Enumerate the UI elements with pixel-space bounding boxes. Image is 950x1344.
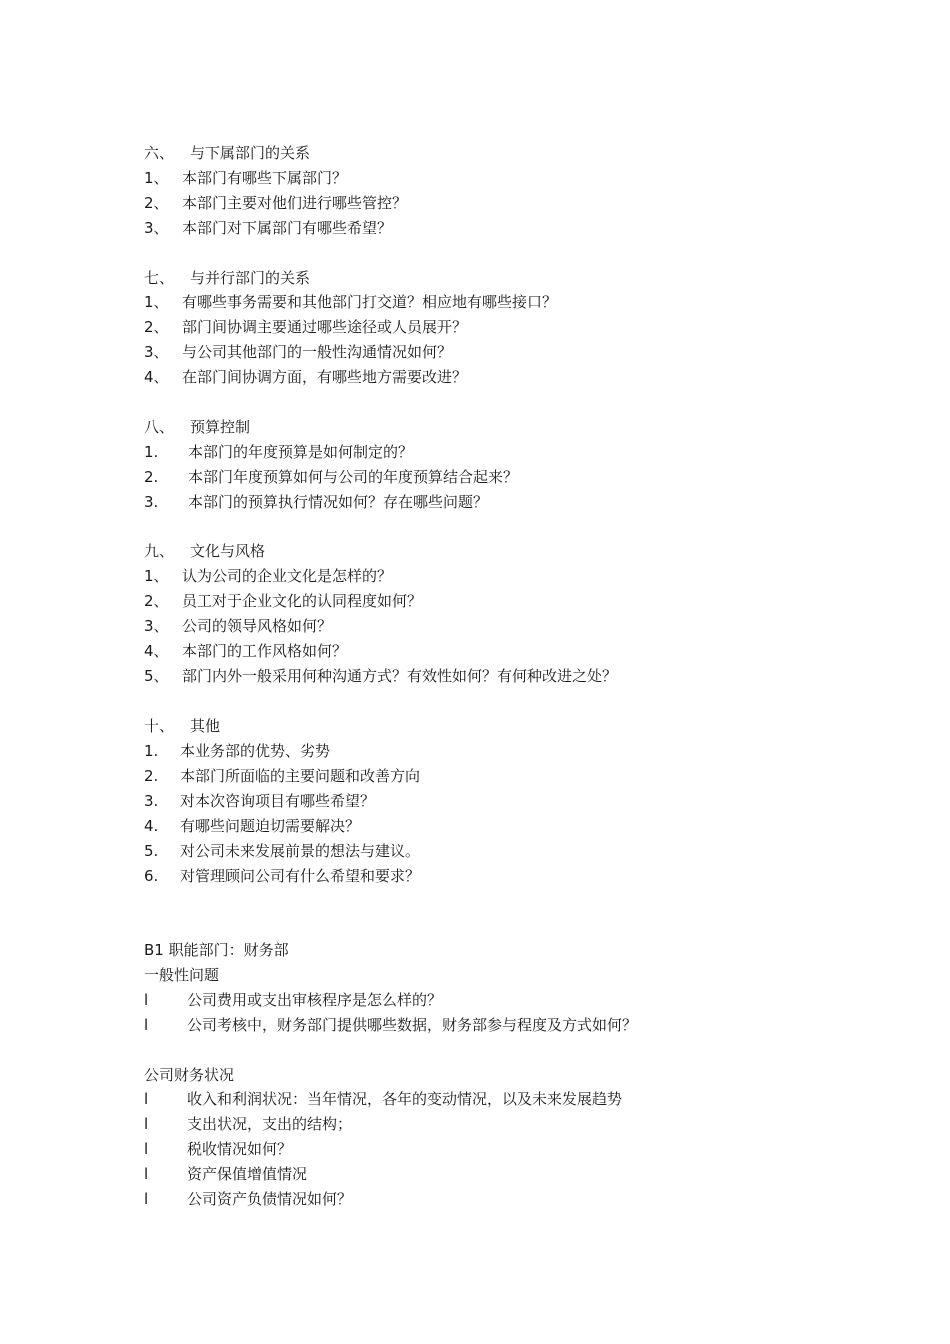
- item-text: 本部门的预算执行情况如何？存在哪些问题？: [188, 493, 489, 511]
- bullet-text: 资产保值增值情况: [187, 1165, 308, 1183]
- item-text: 公司的领导风格如何？: [182, 617, 333, 635]
- item-text: 本部门的工作风格如何？: [182, 642, 348, 660]
- item-number: 4.: [144, 817, 159, 835]
- bullet-marker: l: [144, 1165, 149, 1183]
- item-text: 本部门主要对他们进行哪些管控？: [182, 194, 408, 212]
- item-text: 本部门年度预算如何与公司的年度预算结合起来？: [188, 468, 519, 486]
- item-text: 部门内外一般采用何种沟通方式？有效性如何？有何种改进之处？: [182, 667, 618, 685]
- general-questions-title: [144, 963, 219, 987]
- item-number: 2、: [144, 592, 169, 610]
- section-title: 预算控制: [190, 418, 251, 436]
- item-text: 对公司未来发展前景的想法与建议。: [180, 842, 421, 860]
- item-number: 1、: [144, 293, 169, 311]
- item-number: 3.: [144, 493, 159, 511]
- item-number: 6.: [144, 867, 159, 885]
- item-number: 5.: [144, 842, 159, 860]
- item-text: 本部门有哪些下属部门？: [182, 169, 348, 187]
- bullet-text: 公司资产负债情况如何？: [187, 1190, 353, 1208]
- item-number: 4、: [144, 368, 169, 386]
- item-number: 2.: [144, 767, 159, 785]
- bullet-marker: l: [144, 1140, 149, 1158]
- item-number: 1、: [144, 169, 169, 187]
- b1-heading-text: B1 职能部门：财务部: [144, 941, 289, 959]
- bullet-text: 支出状况，支出的结构；: [187, 1115, 353, 1133]
- general-questions-text: 一般性问题: [144, 966, 220, 984]
- bullet-marker: l: [144, 1090, 149, 1108]
- bullet-marker: l: [144, 991, 149, 1009]
- item-text: 有哪些事务需要和其他部门打交道？相应地有哪些接口？: [182, 293, 558, 311]
- item-number: 5、: [144, 667, 169, 685]
- item-number: 2、: [144, 194, 169, 212]
- item-number: 2.: [144, 468, 159, 486]
- item-number: 2、: [144, 318, 169, 336]
- item-text: 对本次咨询项目有哪些希望？: [180, 792, 376, 810]
- item-text: 本部门所面临的主要问题和改善方向: [180, 767, 421, 785]
- item-number: 1.: [144, 443, 159, 461]
- section-number: 七、: [144, 269, 175, 287]
- item-number: 3.: [144, 792, 159, 810]
- item-text: 部门间协调主要通过哪些途径或人员展开？: [182, 318, 468, 336]
- finance-status-text: 公司财务状况: [144, 1066, 235, 1084]
- item-text: 有哪些问题迫切需要解决？: [180, 817, 361, 835]
- finance-status-title: [144, 1063, 234, 1087]
- bullet-text: 公司考核中，财务部门提供哪些数据，财务部参与程度及方式如何？: [187, 1016, 638, 1034]
- bullet-text: 税收情况如何？: [187, 1140, 293, 1158]
- bullet-marker: l: [144, 1016, 149, 1034]
- item-text: 本部门对下属部门有哪些希望？: [182, 219, 393, 237]
- section-number: 八、: [144, 418, 175, 436]
- item-text: 对管理顾问公司有什么希望和要求？: [180, 867, 421, 885]
- item-text: 本业务部的优势、劣势: [180, 742, 331, 760]
- section-number: 六、: [144, 144, 175, 162]
- bullet-text: 收入和利润状况：当年情况，各年的变动情况，以及未来发展趋势: [187, 1090, 623, 1108]
- item-text: 认为公司的企业文化是怎样的？: [182, 567, 393, 585]
- section-title: 与并行部门的关系: [190, 269, 311, 287]
- item-number: 3、: [144, 617, 169, 635]
- b1-heading: [144, 938, 289, 962]
- item-text: 员工对于企业文化的认同程度如何？: [182, 592, 423, 610]
- bullet-marker: l: [144, 1115, 149, 1133]
- item-text: 与公司其他部门的一般性沟通情况如何？: [182, 343, 453, 361]
- section-number: 十、: [144, 717, 175, 735]
- section-title: 文化与风格: [190, 542, 266, 560]
- section-number: 九、: [144, 542, 175, 560]
- section-title: 其他: [190, 717, 221, 735]
- item-number: 1、: [144, 567, 169, 585]
- item-text: 在部门间协调方面，有哪些地方需要改进？: [182, 368, 468, 386]
- bullet-marker: l: [144, 1190, 149, 1208]
- item-number: 1.: [144, 742, 159, 760]
- bullet-text: 公司费用或支出审核程序是怎么样的？: [187, 991, 443, 1009]
- section-title: 与下属部门的关系: [190, 144, 311, 162]
- item-number: 4、: [144, 642, 169, 660]
- item-text: 本部门的年度预算是如何制定的？: [188, 443, 414, 461]
- item-number: 3、: [144, 219, 169, 237]
- item-number: 3、: [144, 343, 169, 361]
